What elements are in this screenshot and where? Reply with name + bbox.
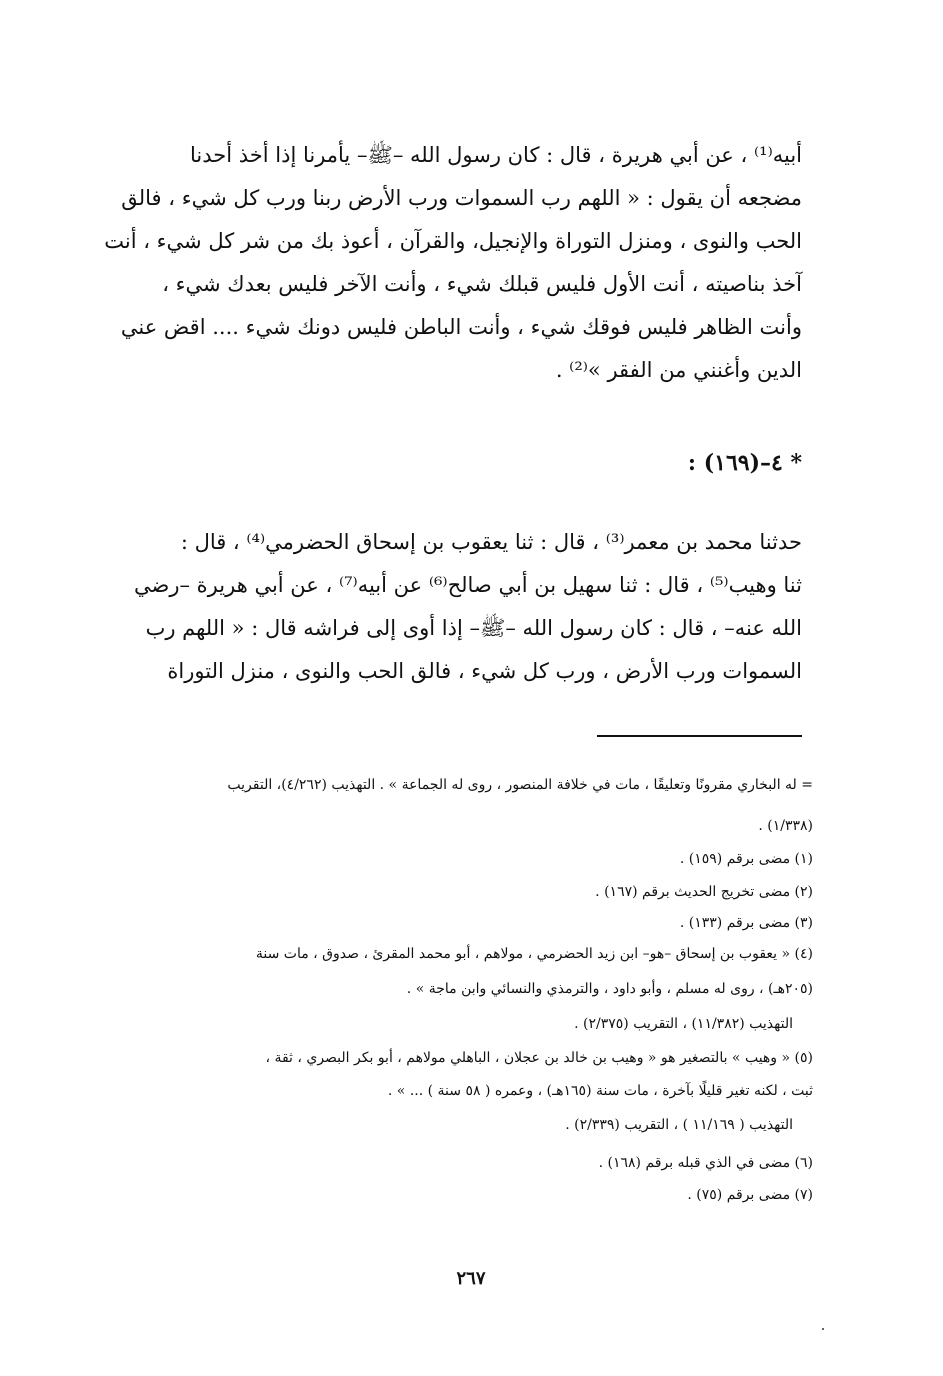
- footnote-line: (٢) مضى تخريج الحديث برقم (١٦٧) .: [595, 884, 813, 900]
- text-line: ثنا وهيب⁽⁵⁾ ، قال : ثنا سهيل بن أبي صالح⁽⁶⁾ عن أبيه⁽⁷⁾ ، عن أبي هريرة –رضي: [134, 573, 802, 597]
- text-line: السموات ورب الأرض ، ورب كل شيء ، فالق الحب والنوى ، منزل التوراة: [167, 659, 802, 683]
- text-line: وأنت الظاهر فليس فوقك شيء ، وأنت الباطن فليس دونك شيء .... اقض عني: [120, 315, 802, 339]
- footnote-line: التهذيب ( ١١/١٦٩ ) ، التقريب (٢/٣٣٩) .: [565, 1117, 793, 1133]
- text-line: أبيه⁽¹⁾ ، عن أبي هريرة ، قال : كان رسول الله –ﷺ– يأمرنا إذا أخذ أحدنا: [189, 143, 802, 167]
- footnote-divider: [597, 735, 802, 737]
- footnote-line: (٢٠٥هـ) ، روى له مسلم ، وأبو داود ، والترمذي والنسائي وابن ماجة » .: [406, 981, 813, 997]
- footnote-line: = له البخاري مقرونًا وتعليقًا ، مات في خلافة المنصور ، روى له الجماعة » . التهذيب (٤/٢٦٢)، التقريب: [227, 777, 813, 793]
- text-line: حدثنا محمد بن معمر⁽³⁾ ، قال : ثنا يعقوب بن إسحاق الحضرمي⁽⁴⁾ ، قال :: [180, 530, 802, 554]
- page-number: ٢٦٧: [456, 1268, 486, 1289]
- footnote-line: (١/٣٣٨) .: [758, 818, 813, 834]
- text-line: آخذ بناصيته ، أنت الأول فليس قبلك شيء ، وأنت الآخر فليس بعدك شيء ،: [162, 272, 802, 296]
- text-line: الحب والنوى ، ومنزل التوراة والإنجيل، والقرآن ، أعوذ بك من شر كل شيء ، أنت: [104, 229, 802, 253]
- text-line: مضجعه أن يقول : « اللهم رب السموات ورب الأرض ربنا ورب كل شيء ، فالق: [121, 186, 802, 210]
- footnote-line: (١) مضى برقم (١٥٩) .: [679, 851, 813, 867]
- footnote-line: التهذيب (١١/٣٨٢) ، التقريب (٢/٣٧٥) .: [574, 1016, 793, 1032]
- footnote-line: (٧) مضى برقم (٧٥) .: [687, 1187, 813, 1203]
- footnote-line: (٣) مضى برقم (١٣٣) .: [679, 915, 813, 931]
- footnote-line: ثبت ، لكنه تغير قليلًا بآخرة ، مات سنة (١٦٥هـ) ، وعمره ( ٥٨ سنة ) ... » .: [387, 1083, 813, 1099]
- footnote-line: (٦) مضى في الذي قبله برقم (١٦٨) .: [598, 1155, 813, 1171]
- section-heading: * ٤–(١٦٩) :: [687, 450, 802, 476]
- scan-speck: [822, 1328, 824, 1330]
- text-line: الله عنه– ، قال : كان رسول الله –ﷺ– إذا أوى إلى فراشه قال : « اللهم رب: [145, 616, 802, 640]
- footnote-line: (٤) « يعقوب بن إسحاق –هو– ابن زيد الحضرمي ، مولاهم ، أبو محمد المقرئ ، صدوق ، مات سنة: [255, 946, 813, 962]
- text-line: الدين وأغنني من الفقر »⁽²⁾ .: [555, 358, 802, 382]
- footnote-line: (٥) « وهيب » بالتصغير هو « وهيب بن خالد بن عجلان ، الباهلي مولاهم ، أبو بكر البصري ، ثقة ،: [265, 1050, 813, 1066]
